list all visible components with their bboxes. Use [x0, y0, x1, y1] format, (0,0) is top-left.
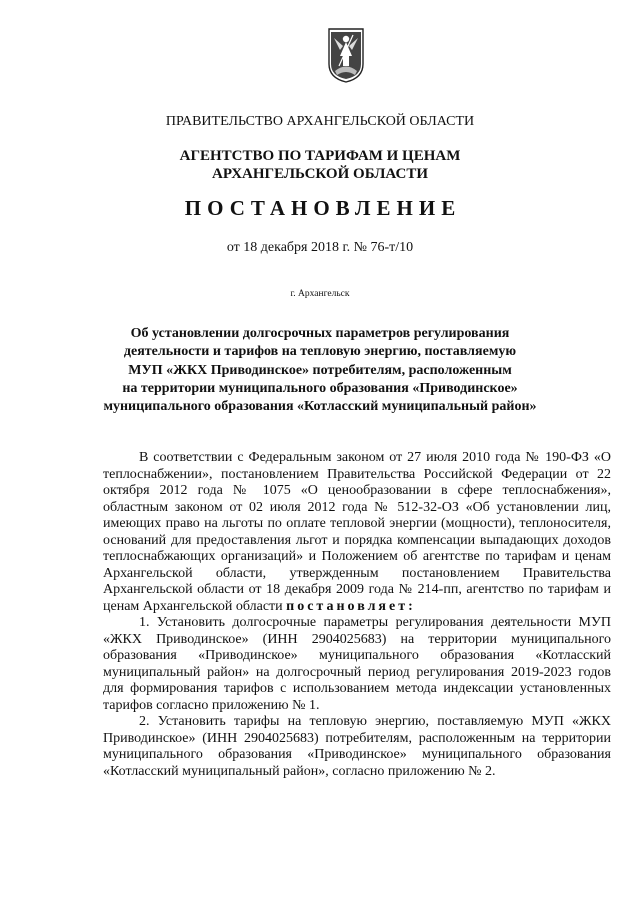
- item-2-paragraph: 2. Установить тарифы на тепловую энергию, поставляемую МУП «ЖКХ Приводинское» (ИНН 2904025683) потребителям, расположенным на территории муниципального образования «Приводинское» муниципального образования «Котласский муниципальный район», согласно приложению № 2.: [103, 714, 611, 779]
- document-body: [103, 450, 611, 780]
- preamble-paragraph: [103, 450, 611, 615]
- item-1-paragraph: 1. Установить долгосрочные параметры регулирования деятельности МУП «ЖКХ Приводинское» (ИНН 2904025683) на территории муниципального образования «Приводинское» муниципального образования «Котласский муниципальный район» на долгосрочный период регулирования 2019-2023 годов для формирования тарифов с использованием метода индексации установленных тарифов согласно приложению № 1.: [103, 615, 611, 713]
- coat-of-arms-icon: [326, 26, 366, 84]
- city: г. Архангельск: [290, 289, 350, 299]
- title-line-5: муниципального образования «Котласский муниципальный район»: [103, 399, 537, 415]
- title-line-2: деятельности и тарифов на тепловую энергию, поставляемую: [123, 344, 517, 360]
- agency-name: [0, 147, 640, 183]
- title-line-3: МУП «ЖКХ Приводинское» потребителям, расположенным: [128, 362, 512, 378]
- government-name: ПРАВИТЕЛЬСТВО АРХАНГЕЛЬСКОЙ ОБЛАСТИ: [165, 114, 475, 129]
- decree-word: постановляет:: [286, 598, 416, 614]
- date-and-number: от 18 декабря 2018 г. № 76-т/10: [226, 240, 414, 255]
- title-line-1: Об установлении долгосрочных параметров регулирования: [130, 326, 510, 341]
- document-type: ПОСТАНОВЛЕНИЕ: [184, 196, 462, 220]
- agency-name-line-1: АГЕНТСТВО ПО ТАРИФАМ И ЦЕНАМ: [179, 148, 461, 164]
- title-line-4: на территории муниципального образования «Приводинское»: [122, 380, 518, 396]
- agency-name-line-2: АРХАНГЕЛЬСКОЙ ОБЛАСТИ: [212, 166, 428, 182]
- preamble-text: В соответствии с Федеральным законом от 27 июля 2010 года № 190-ФЗ «О теплоснабжении», постановлением Правительства Российской Федерации от 22 октября 2012 года № 1075 «О ценообразовании в сфере теплоснабжения», областным законом от 02 июля 2012 года № 512-32-ОЗ «Об установлении лиц, имеющих право на льготы по оплате тепловой энергии (мощности), теплоносителя, оснований для предоставления льгот и порядка компенсации выпадающих доходов теплоснабжающих организаций» и Положением об агентстве по тарифам и ценам Архангельской области, утвержденным постановлением Правительства Архангельской области от 18 декабря 2009 года № 214-пп, агентство по тарифам и ценам Архангельской области: [103, 450, 611, 614]
- document-title: [0, 325, 640, 416]
